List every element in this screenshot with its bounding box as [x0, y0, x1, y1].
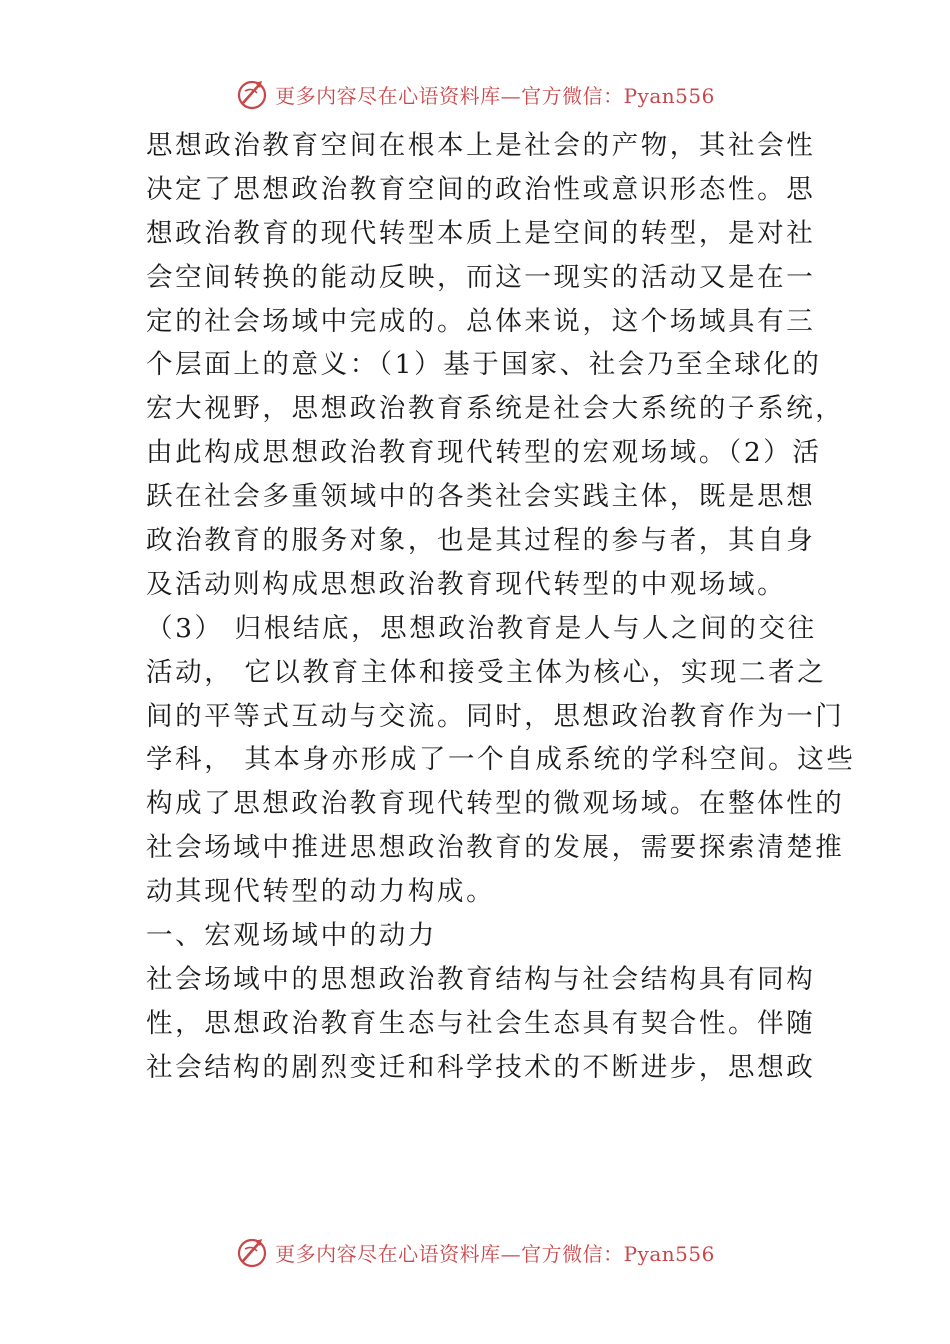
body-line: 社会场域中推进思想政治教育的发展，需要探索清楚推 — [146, 832, 845, 864]
watermark-text: 更多内容尽在心语资料库—官方微信：Pyan556 — [275, 83, 715, 108]
body-line: 定的社会场域中完成的。总体来说，这个场域具有三 — [146, 305, 816, 337]
header-watermark — [0, 74, 950, 114]
body-line: 活动， 它以教育主体和接受主体为核心，实现二者之 — [146, 656, 827, 688]
body-line: 间的平等式互动与交流。同时，思想政治教育作为一门 — [146, 700, 845, 732]
body-line: 性，思想政治教育生态与社会生态具有契合性。伴随 — [146, 1007, 816, 1039]
body-line: 思想政治教育空间在根本上是社会的产物，其社会性 — [146, 130, 816, 161]
body-line: 动其现代转型的动力构成。 — [146, 876, 496, 908]
footer-watermark — [0, 1232, 950, 1272]
body-line: 构成了思想政治教育现代转型的微观场域。在整体性的 — [146, 788, 845, 820]
body-line: 跃在社会多重领域中的各类社会实践主体，既是思想 — [146, 481, 816, 513]
body-line: 学科， 其本身亦形成了一个自成系统的学科空间。这些 — [146, 744, 856, 776]
body-line: 宏大视野，思想政治教育系统是社会大系统的子系统， — [146, 393, 845, 425]
body-line: 社会结构的剧烈变迁和科学技术的不断进步，思想政 — [146, 1051, 816, 1083]
body-line: 社会场域中的思想政治教育结构与社会结构具有同构 — [146, 963, 816, 995]
document-body — [146, 124, 856, 1090]
body-line: 个层面上的意义：（1）基于国家、社会乃至全球化的 — [146, 349, 822, 381]
body-line: 决定了思想政治教育空间的政治性或意识形态性。思 — [146, 173, 816, 205]
body-line: 想政治教育的现代转型本质上是空间的转型，是对社 — [146, 217, 816, 249]
body-line: （3） 归根结底，思想政治教育是人与人之间的交往 — [146, 612, 817, 644]
watermark-text: 更多内容尽在心语资料库—官方微信：Pyan556 — [275, 1241, 715, 1266]
body-line: 会空间转换的能动反映，而这一现实的活动又是在一 — [146, 261, 816, 293]
section-heading: 一、宏观场域中的动力 — [146, 920, 437, 952]
body-line: 及活动则构成思想政治教育现代转型的中观场域。 — [146, 568, 787, 600]
body-line: 政治教育的服务对象，也是其过程的参与者，其自身 — [146, 525, 816, 557]
body-line: 由此构成思想政治教育现代转型的宏观场域。（2）活 — [146, 437, 822, 469]
scroll-pen-logo-icon — [235, 1235, 269, 1269]
scroll-pen-logo-icon — [235, 77, 269, 111]
